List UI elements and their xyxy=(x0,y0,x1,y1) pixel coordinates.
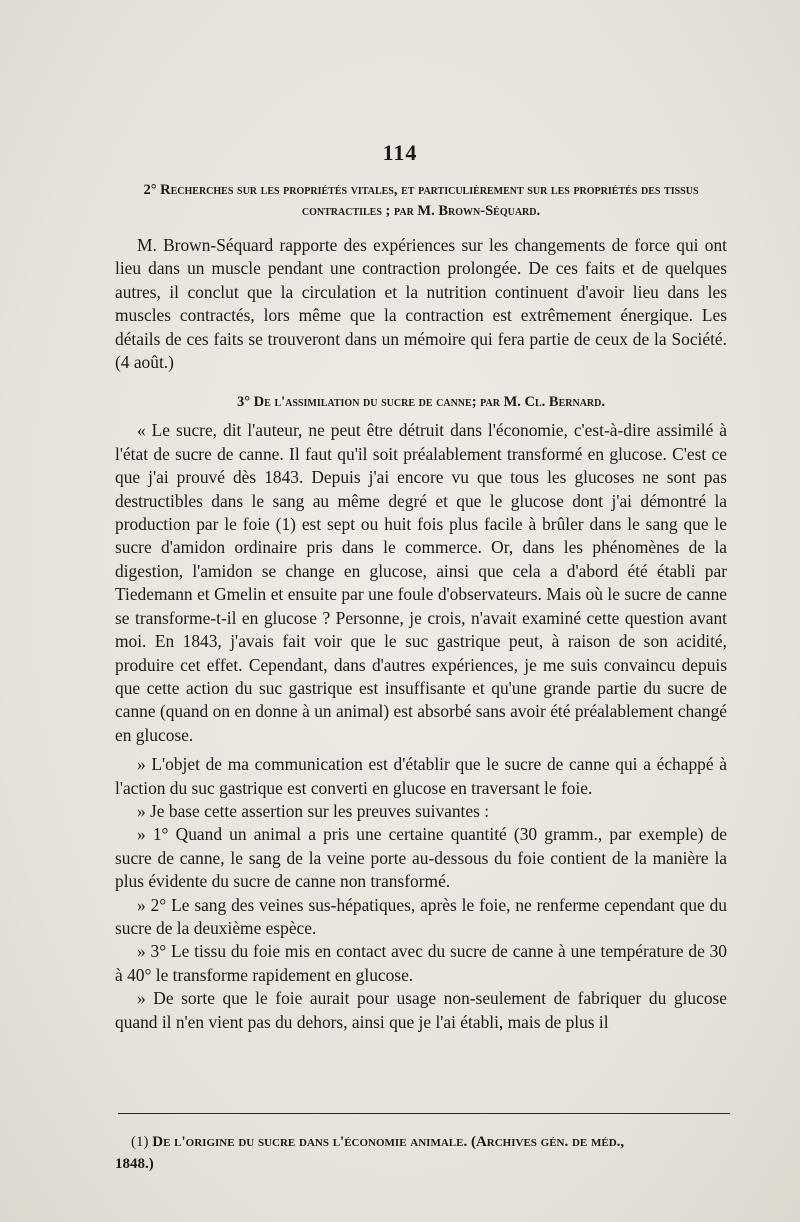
page-number: 114 xyxy=(382,140,418,165)
footnote-year: 1848.) xyxy=(115,1156,154,1172)
section-heading-brown-sequard: 2° Recherches sur les propriétés vitales, et particulièrement sur les propriétés des tissus contractiles ; par M. Brown-Séquard. xyxy=(143,182,699,219)
page-body xyxy=(115,180,727,1034)
paragraph: » 1° Quand un animal a pris une certaine quantité (30 gramm., par exemple) de sucre de canne, le sang de la veine porte au-dessous du foie contient de la manière la plus évidente du sucre de canne non transformé. xyxy=(115,824,727,892)
footnote-source: De l'origine du sucre dans l'économie animale. (Archives gén. de méd., xyxy=(152,1134,625,1150)
paragraph-brown-sequard: M. Brown-Séquard rapporte des expériences sur les changements de force qui ont lieu dans un muscle pendant une contraction prolongée. De ces faits et de quelques autres, il conclut que la circulation et la nutrition continuent d'avoir lieu dans les muscles contractés, lors même que la contraction est extrêmement énergique. Les détails de ces faits se trouveront dans un mémoire qui fera partie de ceux de la Société. (4 août.) xyxy=(115,235,727,373)
footnote-marker: (1) xyxy=(131,1134,149,1150)
paragraph: » 2° Le sang des veines sus-hépatiques, après le foie, ne renferme cependant que du sucre de la deuxième espèce. xyxy=(115,894,727,938)
paragraph: » Je base cette assertion sur les preuves suivantes : xyxy=(137,800,490,821)
footnote xyxy=(115,1131,727,1175)
paragraph: » 3° Le tissu du foie mis en contact avec du sucre de canne à une température de 30 à 40° le transforme rapidement en glucose. xyxy=(115,941,727,985)
paragraph: » L'objet de ma communication est d'établir que le sucre de canne qui a échappé à l'action du suc gastrique est converti en glucose en traversant le foie. xyxy=(115,754,727,798)
paragraph: » De sorte que le foie aurait pour usage non-seulement de fabriquer du glucose quand il n'en vient pas du dehors, ainsi que je l'ai établi, mais de plus il xyxy=(115,988,727,1032)
footnote-divider xyxy=(118,1113,730,1114)
paragraph: « Le sucre, dit l'auteur, ne peut être détruit dans l'économie, c'est-à-dire assimilé à l'état de sucre de canne. Il faut qu'il soit préalablement transformé en glucose. C'est ce que j'ai prouvé dès 1843. Depuis j'ai encore vu que tous les glucoses ne sont pas destructibles dans le sang au même degré et que le glucose dont j'ai démontré la production par le foie (1) est sept ou huit fois plus facile à brûler dans le sang que le sucre d'amidon ordinaire pris dans le commerce. Or, dans les phénomènes de la digestion, l'amidon se change en glucose, ainsi que cela a d'abord été établi par Tiedemann et Gmelin et ensuite par une foule d'observateurs. Mais où le sucre de canne se transforme-t-il en glucose ? Personne, je crois, n'avait examiné cette question avant moi. En 1843, j'avais fait voir que le suc gastrique peut, à raison de son acidité, produire cet effet. Cependant, dans d'autres expériences, je me suis convaincu depuis que cette action du suc gastrique est insuffisante et qu'une grande partie du sucre de canne (quand on en donne à un animal) est absorbé sans avoir été préalablement changé en glucose. xyxy=(115,420,727,745)
footnote-line xyxy=(115,1131,727,1153)
section-heading-bernard: 3° De l'assimilation du sucre de canne; par M. Cl. Bernard. xyxy=(237,394,605,411)
